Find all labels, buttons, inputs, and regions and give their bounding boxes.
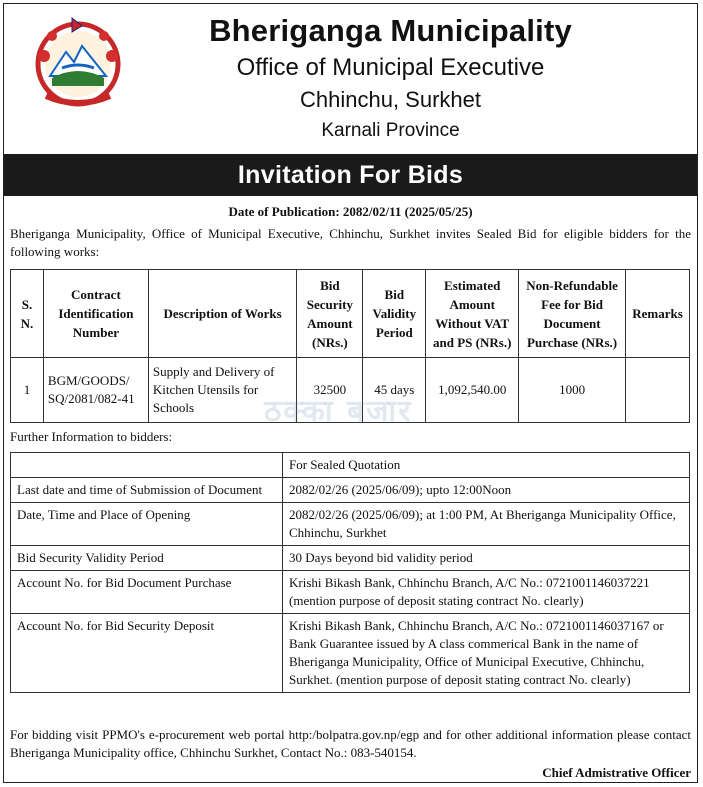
header-estimated: Estimated Amount Without VAT and PS (NRs.) [426,270,519,358]
info-value: 2082/02/26 (2025/06/09); upto 12:00Noon [283,478,690,503]
header-description: Description of Works [148,270,297,358]
info-row [11,453,690,478]
cell-sn: 1 [11,358,44,423]
cell-validity: 45 days [363,358,426,423]
info-label: Bid Security Validity Period [11,546,283,571]
header-contract-id: Contract Identification Number [43,270,148,358]
cell-remarks [625,358,689,423]
header-fee: Non-Refundable Fee for Bid Document Purchase (NRs.) [519,270,626,358]
bid-notice [3,3,698,783]
bid-table [10,269,690,423]
info-label: Account No. for Bid Document Purchase [11,571,283,614]
info-row [11,571,690,614]
watermark-logo: ठक्का बजार [264,394,413,429]
cell-fee: 1000 [519,358,626,423]
header-remarks: Remarks [625,270,689,358]
signature-title: Chief Admistrative Officer [542,765,691,780]
header-sn: S. N. [11,270,44,358]
info-row [11,546,690,571]
info-value: 2082/02/26 (2025/06/09); at 1:00 PM, At Bheriganga Municipality Office, Chhinchu, Surkhet [283,503,690,546]
info-label: Account No. for Bid Security Deposit [11,614,283,693]
info-value: Krishi Bikash Bank, Chhinchu Branch, A/C No.: 0721001146037221 (mention purpose of deposit stating contract No. clearly) [283,571,690,614]
info-label: Last date and time of Submission of Document [11,478,283,503]
province-name: Karnali Province [321,120,460,141]
cell-estimated: 1,092,540.00 [426,358,519,423]
info-label: Date, Time and Place of Opening [11,503,283,546]
further-info-label: Further Information to bidders: [10,429,173,444]
intro-paragraph: Bheriganga Municipality, Office of Municipal Executive, Chhinchu, Surkhet invites Sealed Bid for eligible bidders for the following works: [10,226,691,259]
info-row [11,614,690,693]
banner-title: Invitation For Bids [4,154,697,196]
cell-bid-security: 32500 [297,358,363,423]
table-row [11,358,690,423]
office-name: Office of Municipal Executive [236,54,545,81]
municipality-name: Bheriganga Municipality [209,13,572,48]
info-value: For Sealed Quotation [283,453,690,478]
footer-paragraph: For bidding visit PPMO's e-procurement web portal http:/bolpatra.gov.np/egp and for other additional information please contact Bheriganga Municipality office, Chhinchu Surkhet, Contact No.: 083-540154. [10,727,691,760]
info-value: 30 Days beyond bid validity period [283,546,690,571]
notice-header [4,4,697,154]
cell-contract-id: BGM/GOODS/ SQ/2081/082-41 [43,358,148,423]
header-validity: Bid Validity Period [363,270,426,358]
office-location: Chhinchu, Surkhet [300,87,481,112]
publication-date: Date of Publication: 2082/02/11 (2025/05/25) [228,204,473,219]
info-row [11,478,690,503]
info-row [11,503,690,546]
header-bid-security: Bid Security Amount (NRs.) [297,270,363,358]
info-label [11,453,283,478]
bid-table-header [11,270,690,358]
info-table [10,452,690,693]
info-value: Krishi Bikash Bank, Chhinchu Branch, A/C No.: 0721001146037167 or Bank Guarantee issued by A class commerical Bank in the name of Bheriganga Municipality, Office of Municipal Executive, Chhinchu, Surkhet. (mention purpose of deposit stating contract No. clearly) [283,614,690,693]
cell-description: Supply and Delivery of Kitchen Utensils for Schools [148,358,297,423]
